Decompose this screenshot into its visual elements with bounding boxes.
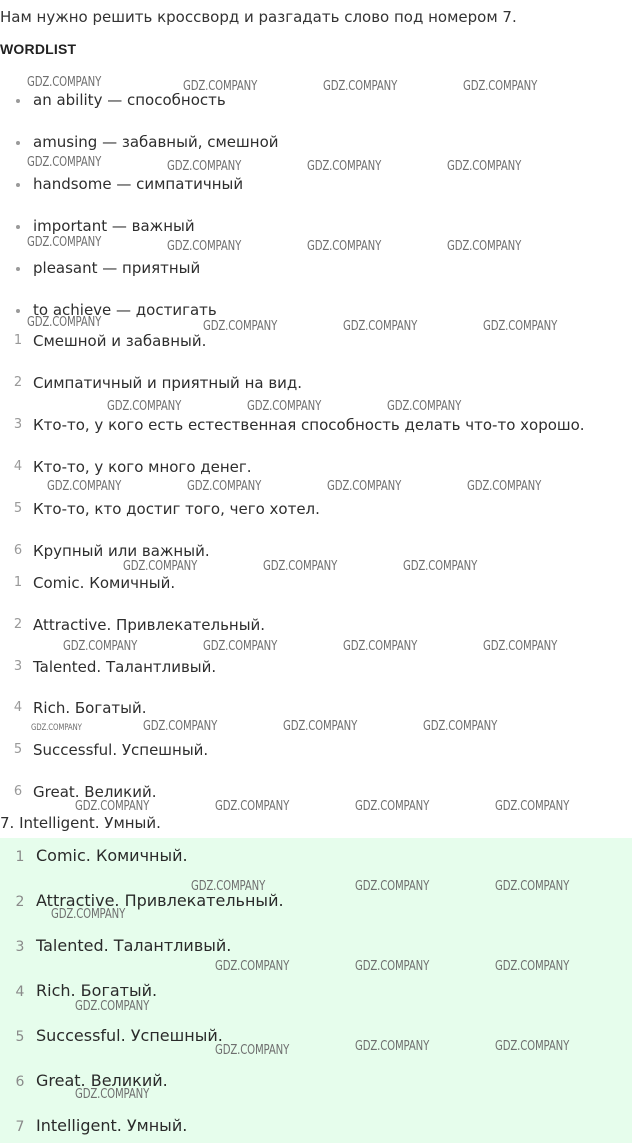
answer-text: Rich. Богатый.	[33, 699, 147, 717]
bullet-icon	[16, 267, 20, 271]
watermark: GDZ.COMPANY	[323, 79, 398, 94]
wordlist-item-text: important — важный	[33, 217, 195, 235]
watermark: GDZ.COMPANY	[183, 79, 258, 94]
watermark: GDZ.COMPANY	[495, 1039, 570, 1054]
bullet-icon	[16, 141, 20, 145]
answer-text: Talented. Талантливый.	[33, 658, 217, 676]
watermark: GDZ.COMPANY	[463, 79, 538, 94]
watermark: GDZ.COMPANY	[423, 719, 498, 734]
watermark: GDZ.COMPANY	[447, 159, 522, 174]
watermark: GDZ.COMPANY	[263, 559, 338, 574]
answer-7-text: 7. Intelligent. Умный.	[0, 814, 161, 832]
watermark: GDZ.COMPANY	[355, 879, 430, 894]
watermark: GDZ.COMPANY	[403, 559, 478, 574]
watermark: GDZ.COMPANY	[215, 959, 290, 974]
watermark: GDZ.COMPANY	[63, 639, 138, 654]
watermark: GDZ.COMPANY	[307, 239, 382, 254]
answer-text: Successful. Успешный.	[33, 741, 209, 759]
watermark: GDZ.COMPANY	[495, 879, 570, 894]
watermark: GDZ.COMPANY	[495, 799, 570, 814]
final-answer-text: Rich. Богатый.	[36, 981, 158, 1000]
bullet-icon	[16, 309, 20, 313]
final-answer-number: 6	[15, 1074, 25, 1090]
watermark: GDZ.COMPANY	[75, 999, 150, 1014]
clue-number: 1	[13, 333, 23, 348]
clue-text: Кто-то, у кого есть естественная способность делать что-то хорошо.	[33, 416, 585, 434]
watermark: GDZ.COMPANY	[143, 719, 218, 734]
answer-number: 6	[13, 784, 23, 799]
clue-text: Симпатичный и приятный на вид.	[33, 374, 303, 392]
watermark: GDZ.COMPANY	[343, 639, 418, 654]
watermark: GDZ.COMPANY	[355, 1039, 430, 1054]
clue-number: 5	[13, 501, 23, 516]
wordlist-item-text: to achieve — достигать	[33, 301, 217, 319]
intro-text: Нам нужно решить кроссворд и разгадать слово под номером 7.	[0, 8, 517, 26]
clue-number: 4	[13, 459, 23, 474]
watermark: GDZ.COMPANY	[343, 319, 418, 334]
final-answer-text: Attractive. Привлекательный.	[36, 891, 284, 910]
bullet-icon	[16, 183, 20, 187]
final-answer-number: 5	[15, 1029, 25, 1045]
clue-text: Кто-то, кто достиг того, чего хотел.	[33, 500, 320, 518]
answer-number: 5	[13, 742, 23, 757]
watermark: GDZ.COMPANY	[307, 159, 382, 174]
watermark: GDZ.COMPANY	[27, 315, 102, 330]
clue-text: Смешной и забавный.	[33, 332, 207, 350]
watermark: GDZ.COMPANY	[51, 907, 126, 922]
watermark: GDZ.COMPANY	[447, 239, 522, 254]
watermark: GDZ.COMPANY	[75, 799, 150, 814]
watermark: GDZ.COMPANY	[247, 399, 322, 414]
answer-text: Comic. Комичный.	[33, 574, 176, 592]
clue-number: 6	[13, 543, 23, 558]
watermark: GDZ.COMPANY	[191, 879, 266, 894]
watermark: GDZ.COMPANY	[215, 799, 290, 814]
wordlist-item-text: pleasant — приятный	[33, 259, 201, 277]
watermark: GDZ.COMPANY	[47, 479, 122, 494]
watermark: GDZ.COMPANY	[27, 75, 102, 90]
answer-number: 4	[13, 700, 23, 715]
answer-text: Great. Великий.	[33, 783, 157, 801]
watermark: GDZ.COMPANY	[283, 719, 358, 734]
answer-number: 3	[13, 659, 23, 674]
watermark: GDZ.COMPANY	[355, 959, 430, 974]
bullet-icon	[16, 225, 20, 229]
final-answer-text: Intelligent. Умный.	[36, 1116, 188, 1135]
answer-number: 1	[13, 575, 23, 590]
watermark: GDZ.COMPANY	[167, 159, 242, 174]
clue-number: 3	[13, 417, 23, 432]
watermark: GDZ.COMPANY	[27, 155, 102, 170]
final-answer-number: 4	[15, 984, 25, 1000]
watermark: GDZ.COMPANY	[215, 1043, 290, 1058]
watermark: GDZ.COMPANY	[327, 479, 402, 494]
watermark: GDZ.COMPANY	[387, 399, 462, 414]
wordlist-item-text: amusing — забавный, смешной	[33, 133, 279, 151]
watermark: GDZ.COMPANY	[27, 235, 102, 250]
final-answer-number: 1	[15, 849, 25, 865]
final-answer-text: Talented. Талантливый.	[36, 936, 232, 955]
final-answer-number: 7	[15, 1119, 25, 1135]
final-answer-text: Great. Великий.	[36, 1071, 168, 1090]
clue-text: Крупный или важный.	[33, 542, 210, 560]
watermark: GDZ.COMPANY	[495, 959, 570, 974]
final-answer-text: Comic. Комичный.	[36, 846, 188, 865]
answer-text: Attractive. Привлекательный.	[33, 616, 266, 634]
watermark: GDZ.COMPANY	[355, 799, 430, 814]
watermark: GDZ.COMPANY	[31, 723, 82, 733]
watermark: GDZ.COMPANY	[107, 399, 182, 414]
clue-number: 2	[13, 375, 23, 390]
answer-number: 2	[13, 617, 23, 632]
final-answer-text: Successful. Успешный.	[36, 1026, 223, 1045]
wordlist-heading: WORDLIST	[0, 41, 77, 57]
watermark: GDZ.COMPANY	[75, 1087, 150, 1102]
watermark: GDZ.COMPANY	[467, 479, 542, 494]
watermark: GDZ.COMPANY	[483, 639, 558, 654]
final-answer-number: 2	[15, 894, 25, 910]
watermark: GDZ.COMPANY	[167, 239, 242, 254]
watermark: GDZ.COMPANY	[187, 479, 262, 494]
wordlist-item-text: handsome — симпатичный	[33, 175, 244, 193]
final-answer-number: 3	[15, 939, 25, 955]
bullet-icon	[16, 99, 20, 103]
watermark: GDZ.COMPANY	[203, 639, 278, 654]
wordlist-item-text: an ability — способность	[33, 91, 226, 109]
clue-text: Кто-то, у кого много денег.	[33, 458, 252, 476]
watermark: GDZ.COMPANY	[203, 319, 278, 334]
watermark: GDZ.COMPANY	[123, 559, 198, 574]
watermark: GDZ.COMPANY	[483, 319, 558, 334]
